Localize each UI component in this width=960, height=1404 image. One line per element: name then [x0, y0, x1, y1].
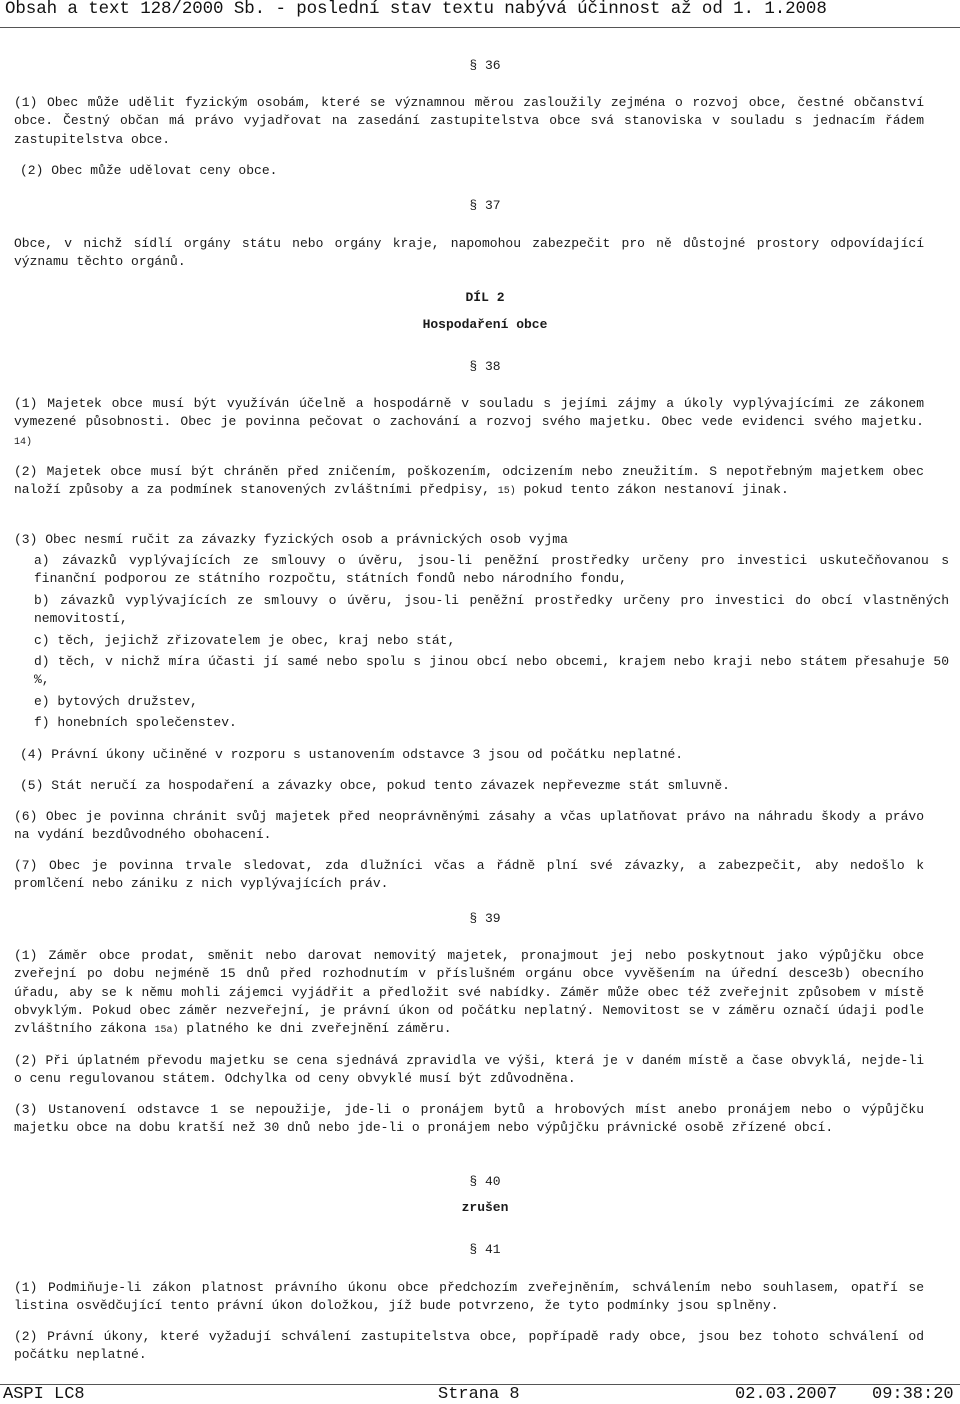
s38-paragraph-4: (4) Právní úkony učiněné v rozporu s ustanovením odstavce 3 jsou od počátku neplatné.	[20, 747, 684, 762]
footer-date: 02.03.2007	[735, 1385, 838, 1404]
footer-page-number: Strana 8	[438, 1385, 520, 1404]
footnote-ref-14[interactable]: 14)	[14, 436, 33, 448]
footnote-ref-15[interactable]: 15)	[497, 486, 516, 498]
s36-paragraph-1: (1) Obec může udělit fyzickým osobám, které se významnou měrou zasloužily zejména o rozvoj obce, čestné občanství obce. Čestný občan má právo vyjadřovat na zasedání zastupitelstva obce svá stanoviska v souladu s jednacím řádem zastupitelstva obce.	[14, 95, 924, 147]
section-37-heading: § 37	[469, 198, 501, 213]
part-label: DÍL 2	[465, 290, 505, 305]
s38-paragraph-6: (6) Obec je povinna chránit svůj majetek před neoprávněnými zásahy a včas uplatňovat právo na náhradu škody a právo na vydání bezdůvodného obohacení.	[14, 809, 924, 843]
s38-paragraph-3: (3) Obec nesmí ručit za závazky fyzických osob a právnických osob vyjma	[14, 532, 568, 547]
s41-paragraph-2: (2) Právní úkony, které vyžadují schválení zastupitelstva obce, popřípadě rady obce, jsou bez tohoto schválení od počátku neplatné.	[14, 1329, 924, 1363]
list-item: d) těch, v nichž míra účasti jí samé nebo spolu s jinou obcí nebo obcemi, krajem nebo kraji nebo státem přesahuje 50 %,	[34, 654, 949, 688]
footer-app-name: ASPI LC8	[3, 1385, 85, 1404]
list-item: a) závazků vyplývajících ze smlouvy o úvěru, jsou-li peněžní prostředky určeny pro investici uskutečňovanou s finanční podporou ze státního rozpočtu, státních fondů nebo národního fondu,	[34, 553, 949, 587]
section-38-heading: § 38	[469, 359, 501, 374]
list-item: b) závazků vyplývajících ze smlouvy o úvěru, jsou-li peněžní prostředky určeny pro investici do obcí vlastněných nemovitostí,	[34, 593, 949, 627]
section-40-status: zrušen	[461, 1200, 509, 1215]
s37-paragraph-1: Obce, v nichž sídlí orgány státu nebo orgány kraje, napomohou zabezpečit pro ně důstojné prostory odpovídající významu těchto orgánů.	[14, 236, 924, 270]
s39-paragraph-3: (3) Ustanovení odstavce 1 se nepoužije, jde-li o pronájem bytů a hrobových míst anebo pronájem nebo o výpůjčku majetku obce na dobu kratší než 30 dnů nebo jde-li o pronájem nebo výpůjčku právnické osobě zřízené obcí.	[14, 1102, 924, 1136]
s38-p2-text-a: (2) Majetek obce musí být chráněn před zničením, poškozením, odcizením nebo zneužitím. S nepotřebným majetkem obec naloží způsoby a za podmínek stanovených zvláštními předpisy,	[14, 464, 924, 498]
page-footer	[0, 1384, 960, 1403]
s41-paragraph-1: (1) Podmiňuje-li zákon platnost právního úkonu obce předchozím zveřejněním, schválením nebo souhlasem, opatří se listina osvědčující tento právní úkon doložkou, jíž bude potvrzeno, že tyto podmínky jsou splněny.	[14, 1280, 924, 1314]
s38-paragraph-1	[14, 395, 924, 452]
section-39-heading: § 39	[469, 911, 501, 926]
part-title: Hospodaření obce	[422, 317, 548, 332]
s38-p1-text: (1) Majetek obce musí být využíván účelně a hospodárně v souladu s jejími zájmy a úkoly vyplývajícími ze zákonem vymezené působnosti. Obec je povinna pečovat o zachování a rozvoj svého majetku. Obec vede evidenci svého majetku.	[14, 396, 924, 430]
list-item: c) těch, jejichž zřizovatelem je obec, kraj nebo stát,	[34, 633, 456, 648]
list-item: f) honebních společenstev.	[34, 715, 237, 730]
section-36-heading: § 36	[469, 58, 501, 73]
s39-p1-text-b: platného ke dni zveřejnění záměru.	[186, 1021, 452, 1037]
s36-paragraph-2: (2) Obec může udělovat ceny obce.	[20, 163, 278, 178]
footer-time: 09:38:20	[872, 1385, 954, 1404]
s38-p2-text-b: pokud tento zákon nestanoví jinak.	[523, 482, 789, 498]
s38-paragraph-2	[14, 463, 924, 502]
s39-paragraph-1	[14, 947, 924, 1040]
s38-paragraph-7: (7) Obec je povinna trvale sledovat, zda dlužníci včas a řádně plní své závazky, a zabezpečit, aby nedošlo k promlčení nebo zániku z nich vyplývajících práv.	[14, 858, 924, 892]
document-title: Obsah a text 128/2000 Sb. - poslední stav textu nabývá účinnost až od 1. 1.2008	[5, 0, 827, 19]
s39-paragraph-2: (2) Při úplatném převodu majetku se cena sjednává zpravidla ve výši, která je v daném místě a čase obvyklá, nejde-li o cenu regulovanou státem. Odchylka od ceny obvyklé musí být zdůvodněna.	[14, 1053, 924, 1087]
s38-paragraph-5: (5) Stát neručí za hospodaření a závazky obce, pokud tento závazek nepřevezme stát smluvně.	[20, 778, 730, 793]
footnote-ref-15a[interactable]: 15a)	[154, 1025, 179, 1037]
section-41-heading: § 41	[469, 1242, 501, 1257]
list-item: e) bytových družstev,	[34, 694, 198, 709]
page-header	[0, 0, 960, 28]
s39-p1-text-a: (1) Záměr obce prodat, směnit nebo darovat nemovitý majetek, pronajmout jej nebo poskytnout jako výpůjčku obce zveřejní po dobu nejméně 15 dnů před rozhodnutím v příslušném orgánu obce vyvěšením na úřední desce3b) obecního úřadu, aby se k němu mohli zájemci vyjádřit a předložit své nabídky. Záměr může obec též zveřejnit způsobem v místě obvyklým. Pokud obec záměr nezveřejní, je právní úkon od počátku neplatný. Nemovitost se v záměru označí údaji podle zvláštního zákona	[14, 948, 924, 1037]
section-40-heading: § 40	[469, 1174, 501, 1189]
